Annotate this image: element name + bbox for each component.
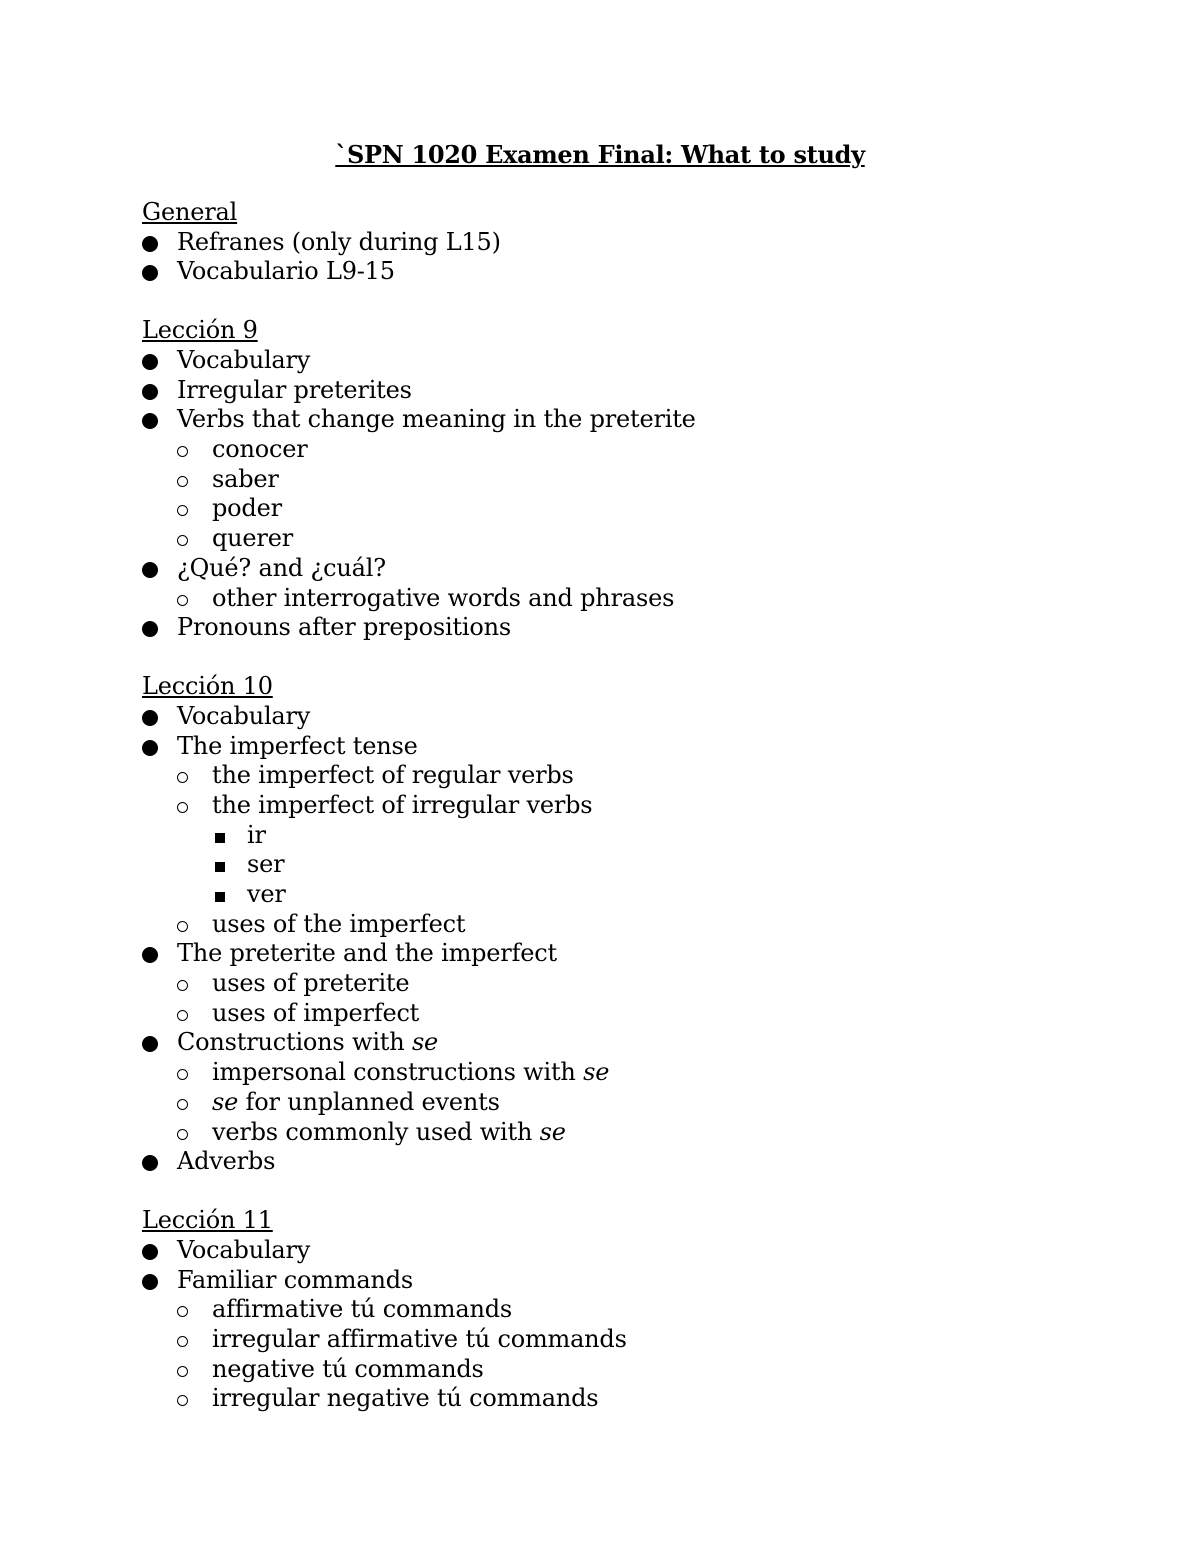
list-item-text: uses of imperfect [212, 998, 420, 1027]
list-item [142, 1236, 1142, 1266]
list-item [142, 1266, 1142, 1296]
list-item-text: se [411, 1028, 439, 1057]
list-item-text: Verbs that change meaning in the preterite [177, 405, 696, 434]
list-item-text: Vocabulary [177, 701, 311, 730]
list-item-text: querer [212, 524, 293, 553]
list-marker [177, 435, 201, 465]
list-item-text: Adverbs [177, 1147, 276, 1176]
circle-bullet-icon [177, 772, 188, 783]
section [142, 672, 1142, 1177]
square-bullet-icon [215, 862, 225, 872]
list-item-text: Irregular preterites [177, 375, 412, 404]
list-marker [177, 910, 201, 940]
list-item-text: irregular affirmative tú commands [212, 1324, 627, 1353]
list-item [142, 257, 1142, 287]
list-item-text: irregular negative tú commands [212, 1384, 599, 1413]
circle-bullet-icon [177, 980, 188, 991]
list-marker [177, 761, 201, 791]
list-item [142, 761, 1142, 791]
list-item [142, 1088, 1142, 1118]
list-item-text: the imperfect of regular verbs [212, 761, 574, 790]
list-item-text: the imperfect of irregular verbs [212, 790, 593, 819]
list-item-text: ser [247, 850, 285, 879]
list-item-text: Vocabulary [177, 1235, 311, 1264]
list-marker [177, 1295, 201, 1325]
list-marker [142, 376, 166, 408]
circle-bullet-icon [177, 802, 188, 813]
bullet-icon [142, 1244, 158, 1260]
list-item-text: se [583, 1058, 610, 1087]
list-item [142, 1325, 1142, 1355]
bullet-icon [142, 265, 158, 281]
circle-bullet-icon [177, 1306, 188, 1317]
list-item [142, 1058, 1142, 1088]
circle-bullet-icon [177, 1129, 188, 1140]
list-marker [177, 1384, 201, 1414]
list-marker [215, 850, 239, 880]
list-marker [142, 1028, 166, 1060]
list-item-text: The imperfect tense [177, 731, 418, 760]
section-heading: Lección 10 [142, 672, 273, 701]
list-item [142, 346, 1142, 376]
bullet-icon [142, 413, 158, 429]
list-item [142, 969, 1142, 999]
list-item [142, 405, 1142, 435]
list-marker [177, 1325, 201, 1355]
list-item-text: impersonal constructions with [212, 1058, 584, 1087]
list-item-text: Vocabulario L9-15 [177, 257, 395, 286]
list-marker [177, 494, 201, 524]
list-marker [177, 465, 201, 495]
bullet-icon [142, 947, 158, 963]
square-bullet-icon [215, 833, 225, 843]
bullet-icon [142, 1155, 158, 1171]
list-marker [177, 524, 201, 554]
list-item-text: other interrogative words and phrases [212, 583, 675, 612]
list-marker [142, 702, 166, 734]
list-item [142, 910, 1142, 940]
list-item-text: Familiar commands [177, 1265, 413, 1294]
list-marker [215, 880, 239, 910]
list-marker [177, 1118, 201, 1148]
list-item [142, 465, 1142, 495]
list-item [142, 1118, 1142, 1148]
section-heading: Lección 11 [142, 1206, 273, 1235]
bullet-icon [142, 384, 158, 400]
list-marker [142, 939, 166, 971]
list-marker [177, 584, 201, 614]
list-item-text: Pronouns after prepositions [177, 613, 511, 642]
list-item [142, 702, 1142, 732]
list-marker [142, 613, 166, 645]
list-item-text: conocer [212, 435, 308, 464]
list-item-text: negative tú commands [212, 1354, 484, 1383]
circle-bullet-icon [177, 1336, 188, 1347]
list-marker [142, 405, 166, 437]
list-item-text: uses of preterite [212, 969, 410, 998]
bullet-icon [142, 740, 158, 756]
list-item [142, 732, 1142, 762]
study-outline [142, 198, 1142, 1414]
bullet-icon [142, 1274, 158, 1290]
section-heading: Lección 9 [142, 316, 258, 345]
list-marker [142, 1266, 166, 1298]
list-marker [177, 1355, 201, 1385]
list-item [142, 999, 1142, 1029]
list-item [142, 584, 1142, 614]
list-marker [142, 228, 166, 260]
list-item-text: uses of the imperfect [212, 909, 466, 938]
list-item [142, 821, 1142, 851]
list-item [142, 494, 1142, 524]
list-item-text: Refranes (only during L15) [177, 227, 501, 256]
list-item [142, 1355, 1142, 1385]
list-item-text: verbs commonly used with [212, 1117, 540, 1146]
list-item [142, 376, 1142, 406]
list-marker [215, 821, 239, 851]
list-item-text: se [212, 1087, 239, 1116]
list-item-text: saber [212, 464, 279, 493]
list-marker [142, 554, 166, 586]
section [142, 1206, 1142, 1414]
list-item [142, 1384, 1142, 1414]
circle-bullet-icon [177, 1010, 188, 1021]
list-item-text: poder [212, 494, 282, 523]
circle-bullet-icon [177, 921, 188, 932]
list-item [142, 228, 1142, 258]
circle-bullet-icon [177, 1366, 188, 1377]
square-bullet-icon [215, 892, 225, 902]
list-item [142, 524, 1142, 554]
list-marker [142, 1236, 166, 1268]
list-item-text: Constructions with [177, 1028, 412, 1057]
list-item [142, 850, 1142, 880]
circle-bullet-icon [177, 446, 188, 457]
page-title: `SPN 1020 Examen Final: What to study [335, 140, 865, 169]
list-item-text: The preterite and the imperfect [177, 939, 557, 968]
section [142, 316, 1142, 643]
section-spacer [142, 1177, 1142, 1206]
list-item [142, 791, 1142, 821]
section-heading: General [142, 198, 238, 226]
list-item [142, 554, 1142, 584]
circle-bullet-icon [177, 1069, 188, 1080]
circle-bullet-icon [177, 1099, 188, 1110]
list-item [142, 1028, 1142, 1058]
bullet-icon [142, 236, 158, 252]
list-item-text: se [539, 1117, 566, 1146]
list-item [142, 613, 1142, 643]
circle-bullet-icon [177, 595, 188, 606]
bullet-icon [142, 710, 158, 726]
list-item-text: ver [247, 880, 286, 909]
section [142, 198, 1142, 287]
bullet-icon [142, 1036, 158, 1052]
list-marker [177, 1058, 201, 1088]
section-spacer [142, 643, 1142, 672]
list-marker [177, 791, 201, 821]
list-item [142, 435, 1142, 465]
list-marker [177, 969, 201, 999]
list-marker [177, 1088, 201, 1118]
bullet-icon [142, 354, 158, 370]
list-marker [177, 999, 201, 1029]
circle-bullet-icon [177, 535, 188, 546]
list-marker [142, 732, 166, 764]
list-item-text: affirmative tú commands [212, 1295, 512, 1324]
list-marker [142, 346, 166, 378]
list-marker [142, 1147, 166, 1179]
bullet-icon [142, 562, 158, 578]
circle-bullet-icon [177, 1395, 188, 1406]
section-spacer [142, 287, 1142, 316]
list-item-text: ¿Qué? and ¿cuál? [177, 553, 386, 582]
list-marker [142, 257, 166, 289]
circle-bullet-icon [177, 476, 188, 487]
list-item [142, 939, 1142, 969]
list-item-text: Vocabulary [177, 346, 311, 375]
list-item-text: ir [247, 820, 266, 849]
list-item-text: for unplanned events [238, 1087, 500, 1116]
bullet-icon [142, 621, 158, 637]
list-item [142, 1147, 1142, 1177]
list-item [142, 880, 1142, 910]
list-item [142, 1295, 1142, 1325]
circle-bullet-icon [177, 505, 188, 516]
